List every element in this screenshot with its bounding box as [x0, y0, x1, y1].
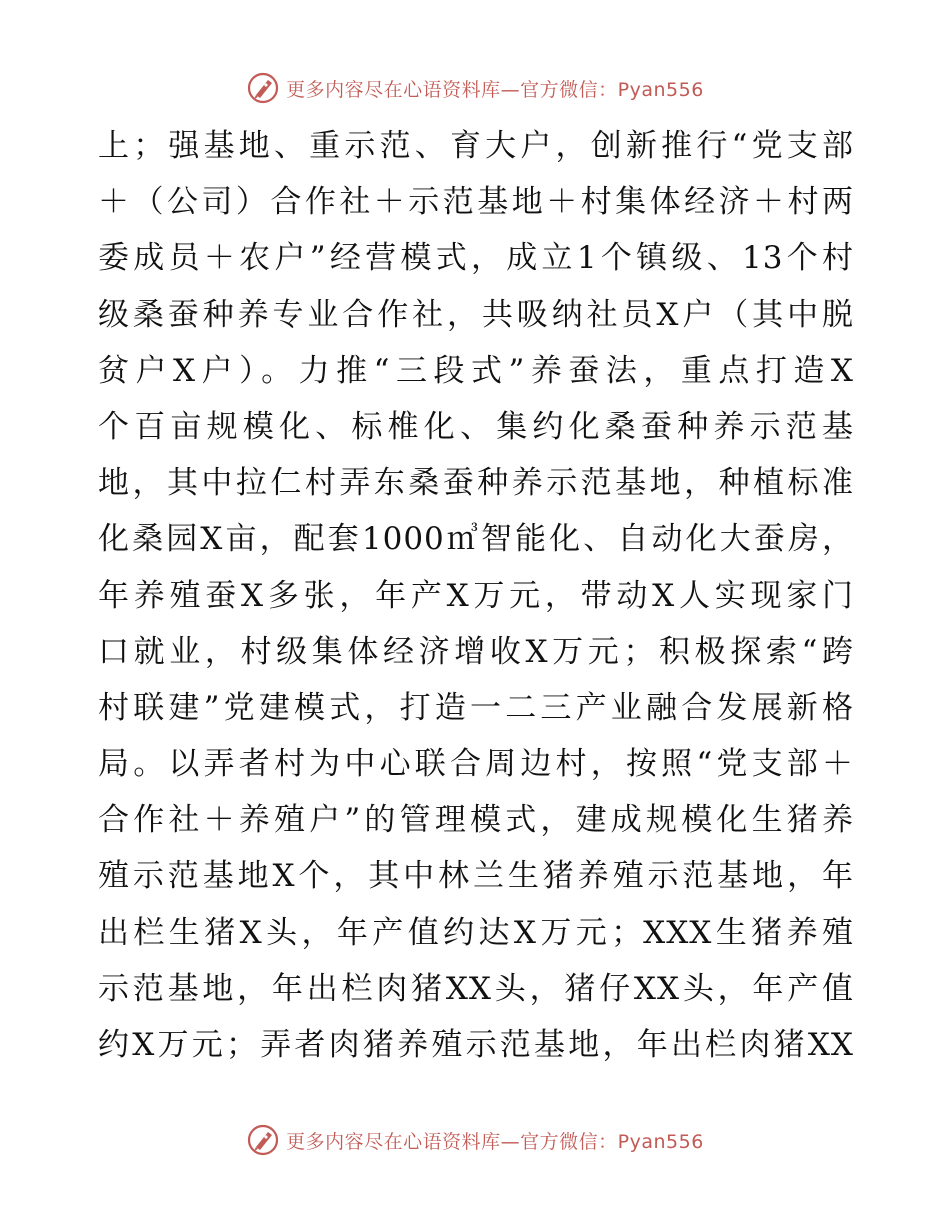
text-line: 合作社＋养殖户”的管理模式，建成规模化生猪养 — [98, 802, 854, 839]
text-line: 殖示范基地X个，其中林兰生猪养殖示范基地，年 — [98, 858, 854, 895]
text-line: 级桑蚕种养专业合作社，共吸纳社员X户（其中脱 — [98, 296, 854, 333]
text-line: 地，其中拉仁村弄东桑蚕种养示范基地，种植标准 — [98, 465, 854, 502]
header-banner-text: 更多内容尽在心语资料库—官方微信：Pyan556 — [286, 78, 704, 101]
text-line: 化桑园X亩，配套1000㎥智能化、自动化大蚕房， — [98, 521, 854, 558]
text-line: 委成员＋农户”经营模式，成立1个镇级、13个村 — [98, 240, 854, 277]
text-line: 村联建”党建模式，打造一二三产业融合发展新格 — [98, 689, 854, 726]
text-line: 年养殖蚕X多张，年产X万元，带动X人实现家门 — [98, 577, 854, 614]
text-line: 局。以弄者村为中心联合周边村，按照“党支部＋ — [98, 746, 854, 783]
pen-nib-logo-icon — [246, 71, 280, 105]
text-line: 贫户X户）。力推“三段式”养蚕法，重点打造X — [98, 352, 854, 389]
text-line: 上；强基地、重示范、育大户，创新推行“党支部 — [98, 128, 854, 164]
text-line: 约X万元；弄者肉猪养殖示范基地，年出栏肉猪XX — [98, 1027, 854, 1063]
header-watermark-banner — [0, 66, 950, 110]
document-body — [98, 118, 854, 1073]
text-line: 个百亩规模化、标椎化、集约化桑蚕种养示范基 — [98, 408, 854, 445]
footer-banner-text: 更多内容尽在心语资料库—官方微信：Pyan556 — [286, 1130, 704, 1153]
footer-banner-content — [246, 1123, 704, 1157]
text-line: 出栏生猪X头，年产值约达X万元；XXX生猪养殖 — [98, 914, 854, 951]
header-banner-content — [246, 71, 704, 105]
footer-watermark-banner — [0, 1118, 950, 1162]
pen-nib-logo-icon — [246, 1123, 280, 1157]
text-line: ＋（公司）合作社＋示范基地＋村集体经济＋村两 — [98, 184, 854, 221]
text-line: 口就业，村级集体经济增收X万元；积极探索“跨 — [98, 633, 854, 670]
text-line: 示范基地，年出栏肉猪XX头，猪仔XX头，年产值 — [98, 970, 854, 1007]
